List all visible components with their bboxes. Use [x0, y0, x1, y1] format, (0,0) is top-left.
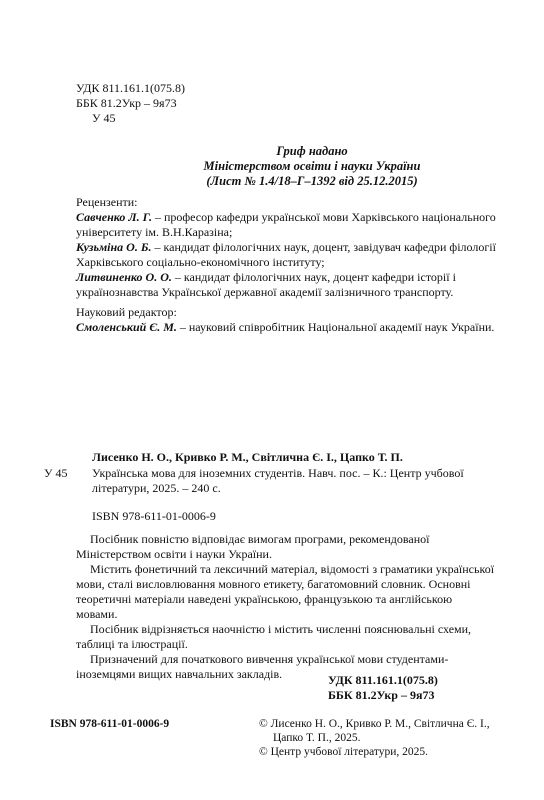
copyright-authors: © Лисенко Н. О., Кривко Р. М., Світлична Є. І., [259, 718, 490, 730]
bbk-code: ББК 81.2Укр – 9я73 [76, 96, 177, 110]
annotation-paragraph-1: Посібник повністю відповідає вимогам програми, рекомендованої Міністерством освіти і науки України. [76, 532, 430, 561]
reviewer-1-name: Савченко Л. Г. [76, 210, 152, 224]
approval-block [0, 144, 544, 189]
bottom-bbk-code: ББК 81.2Укр – 9я73 [328, 688, 435, 702]
annotation-paragraph-4: Призначений для початкового вивчення української мови студентами-іноземцями вищих навчальних закладів. [76, 652, 449, 681]
reviewer-3 [76, 270, 496, 300]
udk-code: УДК 811.161.1(075.8) [76, 81, 186, 95]
editor-block [76, 305, 501, 335]
editor-name: Смоленський Є. М. [76, 320, 177, 334]
reviewers-block [76, 195, 496, 300]
reviewer-2-name: Кузьміна О. Б. [76, 240, 152, 254]
annotation-paragraph-2: Містить фонетичний та лексичний матеріал, відомості з граматики української мови, сталі висловлювання мовного етикету, багатомовний словник. Основні теоретичні матеріали наведені українською, французькою та англійською мовами. [76, 562, 495, 621]
card-title: Українська мова для іноземних студентів. Навч. пос. – К.: Центр учбової літератури, 2025. – 240 с. [92, 466, 464, 495]
editor-heading: Науковий редактор: [76, 305, 177, 319]
reviewers-heading: Рецензенти: [76, 195, 138, 209]
editor-line [76, 320, 501, 335]
reviewer-2 [76, 240, 496, 270]
copyright-authors-cont: Цапко Т. П., 2025. [273, 732, 361, 744]
approval-line-2: Міністерством освіти і науки України [203, 159, 421, 173]
card-code: У 45 [44, 466, 68, 480]
card-isbn: ISBN 978-611-01-0006-9 [92, 509, 216, 523]
approval-line-1: Гриф надано [276, 144, 348, 158]
reviewer-2-text: – кандидат філологічних наук, доцент, завідувач кафедри філології Харківського соціально-економічного інституту; [76, 240, 496, 269]
footer-isbn: ISBN 978-611-01-0006-9 [50, 718, 170, 730]
reviewer-3-text: – кандидат філологічних наук, доцент кафедри історії і українознавства Української державної академії залізничного транспорту. [76, 270, 456, 299]
reviewer-1-text: – професор кафедри української мови Харківського національного університету ім. В.Н.Каразіна; [76, 210, 496, 239]
annotation-paragraph-3: Посібник відрізняється наочністю і містить численні пояснювальні схеми, таблиці та ілюстрації. [76, 622, 472, 651]
annotation-block [76, 532, 496, 682]
card-authors: Лисенко Н. О., Кривко Р. М., Світлична Є. І., Цапко Т. П. [92, 450, 403, 464]
editor-text: – науковий співробітник Національної академії наук України. [176, 320, 495, 334]
author-mark: У 45 [92, 111, 116, 125]
copyright-publisher: © Центр учбової літератури, 2025. [259, 746, 429, 758]
reviewer-3-name: Литвиненко О. О. [76, 270, 172, 284]
bottom-udk-code: УДК 811.161.1(075.8) [328, 673, 438, 687]
reviewer-1 [76, 210, 496, 240]
approval-line-3: (Лист № 1.4/18–Г–1392 від 25.12.2015) [206, 174, 418, 188]
